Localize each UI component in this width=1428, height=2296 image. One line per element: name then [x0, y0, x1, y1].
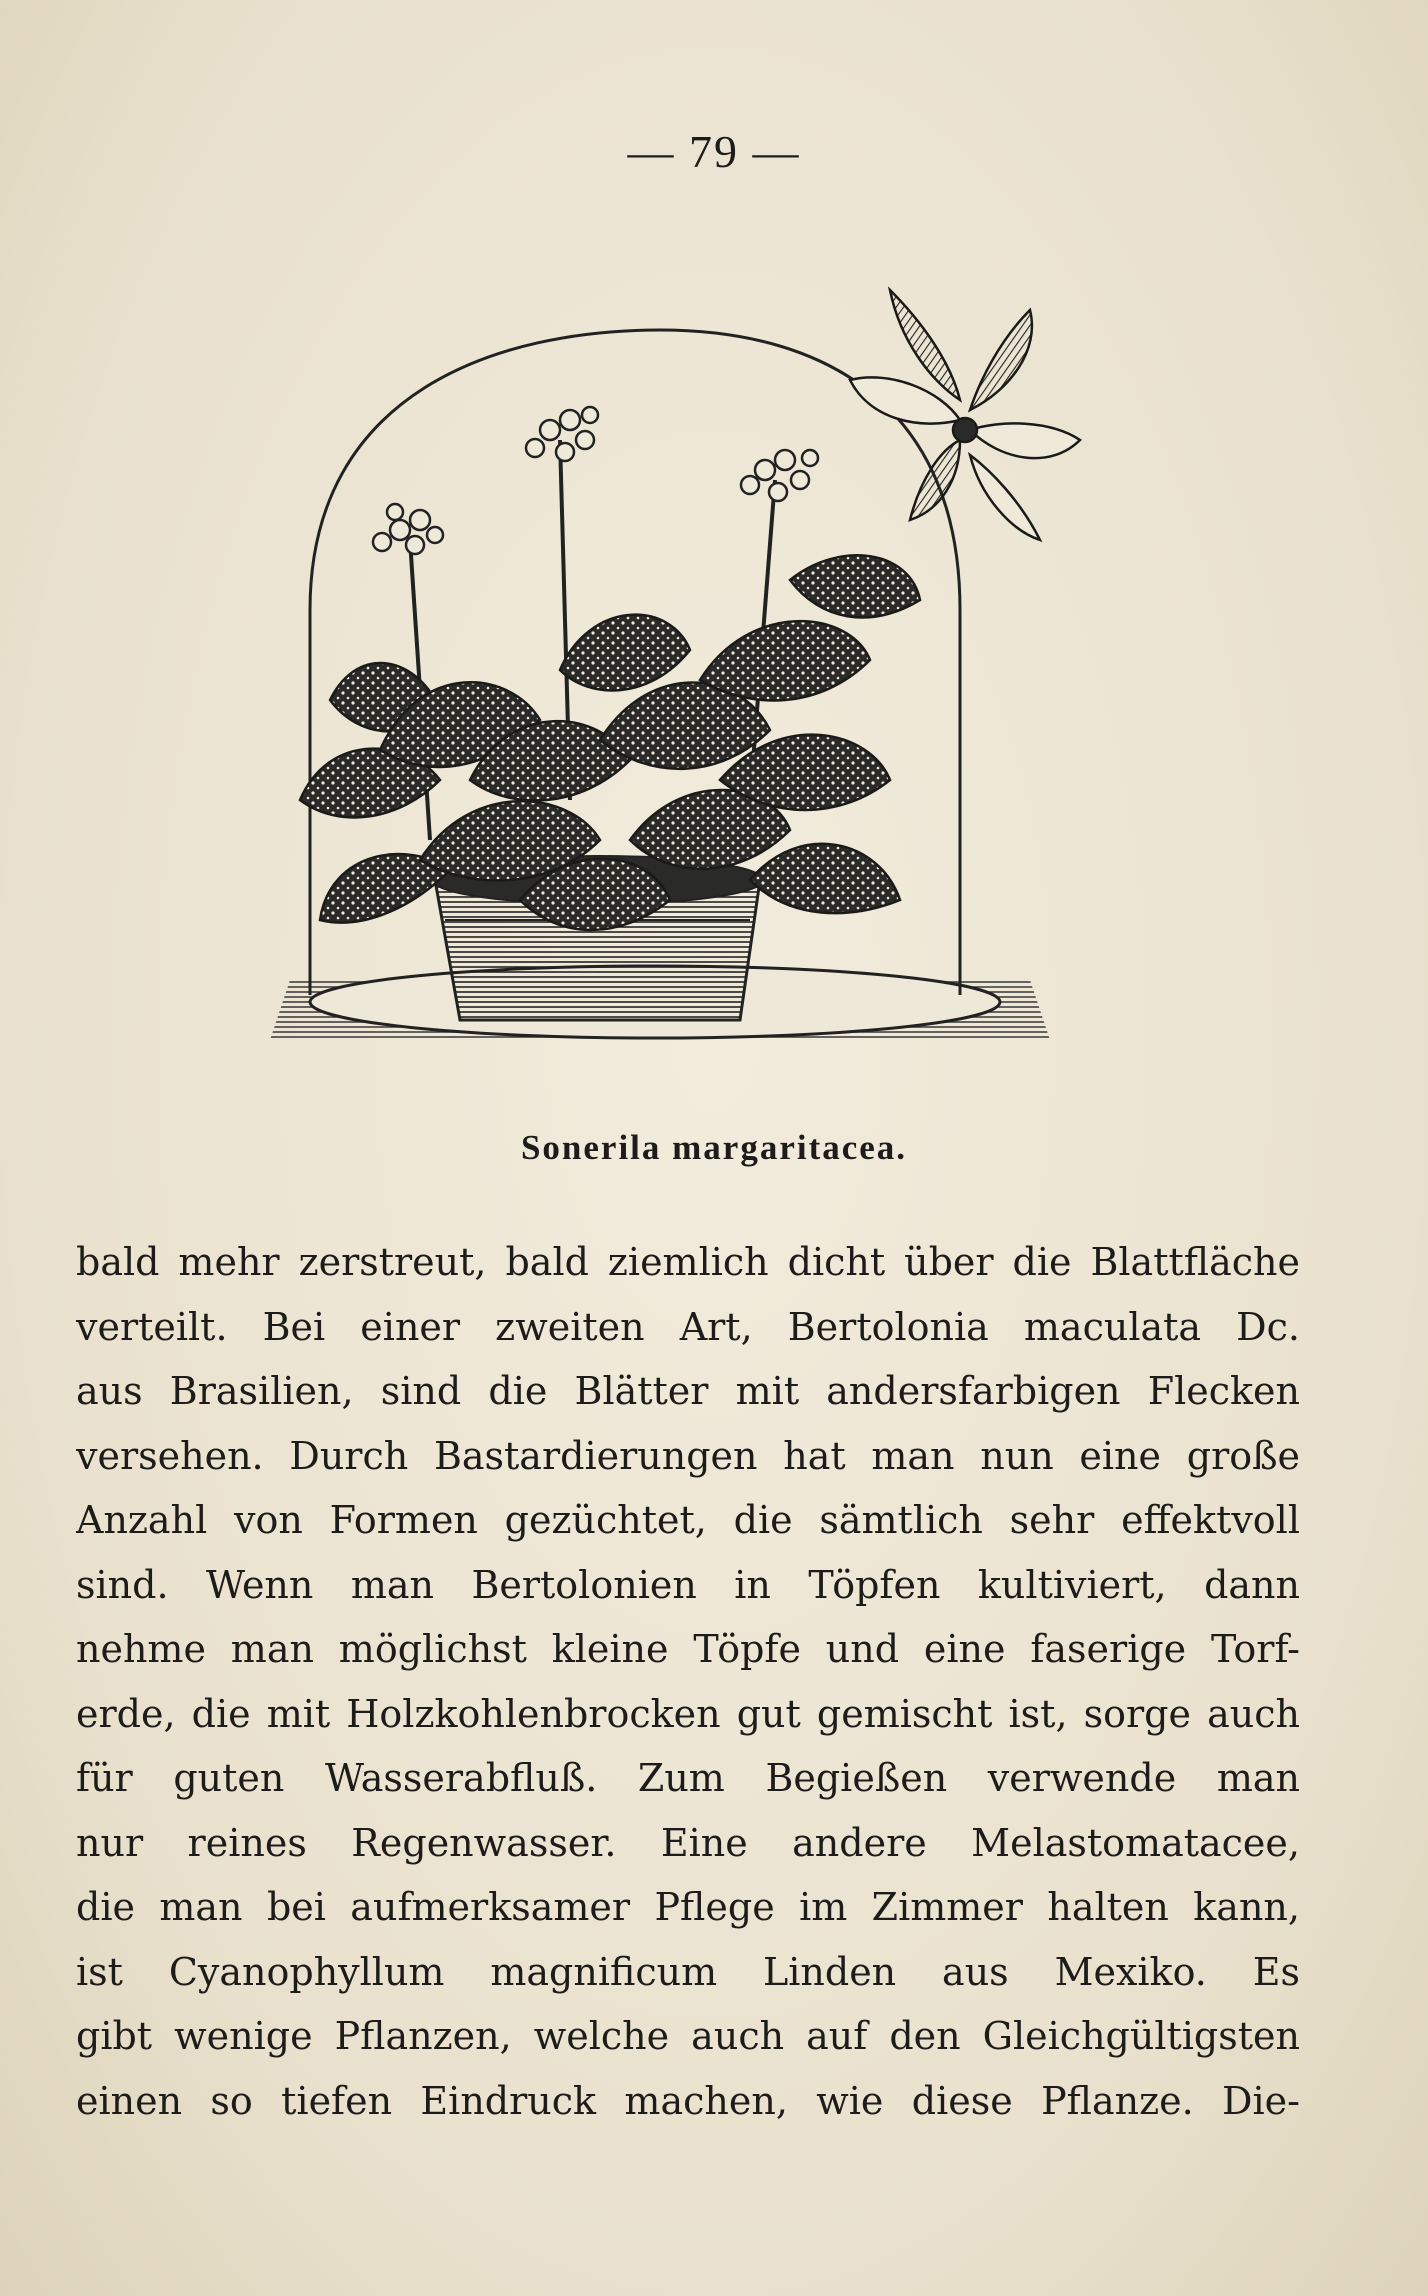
text-line: gibt wenige Pflanzen, welche auch auf den Gleichgültigsten — [76, 2014, 1300, 2058]
text-line: Anzahl von Formen gezüchtet, die sämtlich sehr effektvoll — [76, 1498, 1300, 1542]
text-line: einen so tiefen Eindruck machen, wie diese Pflanze. Die- — [76, 2078, 1300, 2123]
text-line: für guten Wasserabfluß. Zum Begießen verwende man — [76, 1756, 1300, 1800]
figure-caption: Sonerila margaritacea. — [520, 1128, 908, 1167]
text-line: nehme man möglichst kleine Töpfe und eine faserige Torf- — [76, 1627, 1300, 1671]
text-line: nur reines Regenwasser. Eine andere Melastomatacee, — [76, 1820, 1300, 1865]
text-line: die man bei aufmerksamer Pflege im Zimmer halten kann, — [76, 1885, 1300, 1929]
plant-engraving — [270, 280, 1130, 1100]
body-text — [76, 1230, 1300, 2133]
text-line: erde, die mit Holzkohlenbrocken gut gemischt ist, sorge auch — [76, 1691, 1300, 1736]
text-line: sind. Wenn man Bertolonien in Töpfen kultiviert, dann — [76, 1562, 1300, 1607]
text-line: versehen. Durch Bastardierungen hat man nun eine große — [76, 1433, 1300, 1478]
page-number: — 79 — — [627, 126, 801, 177]
text-line: verteilt. Bei einer zweiten Art, Bertolonia maculata Dc. — [76, 1304, 1300, 1349]
text-line: bald mehr zerstreut, bald ziemlich dicht über die Blattfläche — [76, 1240, 1300, 1284]
text-line: aus Brasilien, sind die Blätter mit andersfarbigen Flecken — [76, 1369, 1300, 1413]
text-line: ist Cyanophyllum magnificum Linden aus Mexiko. Es — [76, 1949, 1300, 1994]
